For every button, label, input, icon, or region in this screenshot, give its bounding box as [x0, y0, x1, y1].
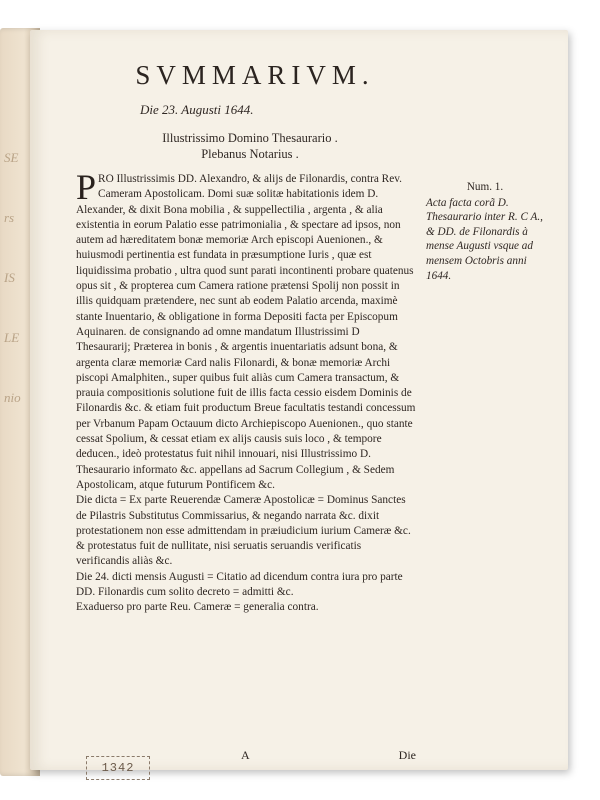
paragraph-4: Exaduerso pro parte Reu. Cameræ = generalia contra.	[76, 601, 319, 614]
bleed-glyph: rs	[4, 210, 15, 225]
bleed-glyph: nio	[4, 390, 21, 405]
addressee-line: Plebanus Notarius .	[201, 147, 299, 161]
paragraph-1	[76, 167, 416, 493]
addressee-line: Illustrissimo Domino Thesaurario .	[162, 131, 338, 145]
inventory-stamp: 1342	[86, 756, 150, 780]
catchword: Die	[398, 748, 416, 762]
paragraph-text: RO Illustrissimis DD. Alexandro, & alijs de Filonardis, contra Rev. Cameram Apostolicam. Domi suæ solitæ habitationis idem D. Alexander, & dixit Bona mobilia , & suppellectilia , argenta , & alia existentia in eorum Palatio esse patrimonialia , & spectare ad ipsos, non autem ad hæreditatem bonæ memoriæ Arch episcopi Auenionen., & huiusmodi pertinentia est fundata in præsumptione Iuris , quæ est liquidissima probatio , ultra quod sunt parati incontinenti probare quatenus opus sit , & propterea cum Camera ratione prætensi Spolij non possit in illis quidquam prætendere, nec sunt ab eodem Palatio arcenda, maximè stante Inuentario, & obligatione in forma Depositi facta per Episcopum Aquinaren. de consignando ad omne mandatum Illustrissimi D Thesaurarij; Præterea in bonis , & argentis inuentariatis adsunt bona, & argenta claræ memoriæ Card nalis Filonardi, & bonæ memoriæ Archi piscopi Amalphiten., super quibus fuit aliàs cum Camera transactum, & prauia compositionis solutione fuit de illis facta cessio eisdem Dominis de Filonardis &c. & etiam fuit productum Breue facultatis testandi concessum per Vrbanum Papam Octauum dicto Archiepiscopo Auenionen., quo stante cessat Spolium, & cessat etiam ex alijs causis suis loco , & tempore deducen., ideò protestatus fuit nihil innouari, nisi Illustrissimo D. Thesaurario informato &c. appellans ad Sacrum Collegium , & Sedem Apostolicam, atque futurum Pontificem &c.	[76, 173, 416, 491]
margin-note-number: Num. 1.	[466, 181, 504, 193]
bleed-glyph: IS	[4, 270, 15, 285]
bleed-glyph: LE	[4, 330, 20, 345]
addressee-block	[110, 130, 390, 162]
drop-cap: P	[76, 167, 97, 207]
bleed-glyph: SE	[4, 150, 19, 165]
document-page	[30, 30, 568, 775]
signature-mark: A	[241, 748, 250, 762]
margin-note-text: Acta facta corã D. Thesaurario inter R. C A., & DD. de Filonardis à mense Augusti vsque ad mensem Octobris anni 1644.	[426, 196, 543, 282]
margin-note	[426, 180, 544, 283]
body-text	[76, 167, 416, 616]
document-title: SVMMARIVM.	[135, 60, 375, 90]
paragraph-2: Die dicta = Ex parte Reuerendæ Cameræ Apostolicæ = Dominus Sanctes de Pilastris Substitutus Commissarius, & negando narrata &c. dixit protestationem non esse admittendam in præiudicium iurium Cameræ &c. & protestatus fuit de nullitate, nisi seruatis seruandis verificatis verificandis aliàs &c.	[76, 494, 411, 568]
paragraph-3: Die 24. dicti mensis Augusti = Citatio ad dicendum contra iura pro parte DD. Filonardis cum solito decreto = admitti &c.	[76, 570, 403, 599]
document-date: Die 23. Augusti 1644.	[140, 102, 254, 117]
